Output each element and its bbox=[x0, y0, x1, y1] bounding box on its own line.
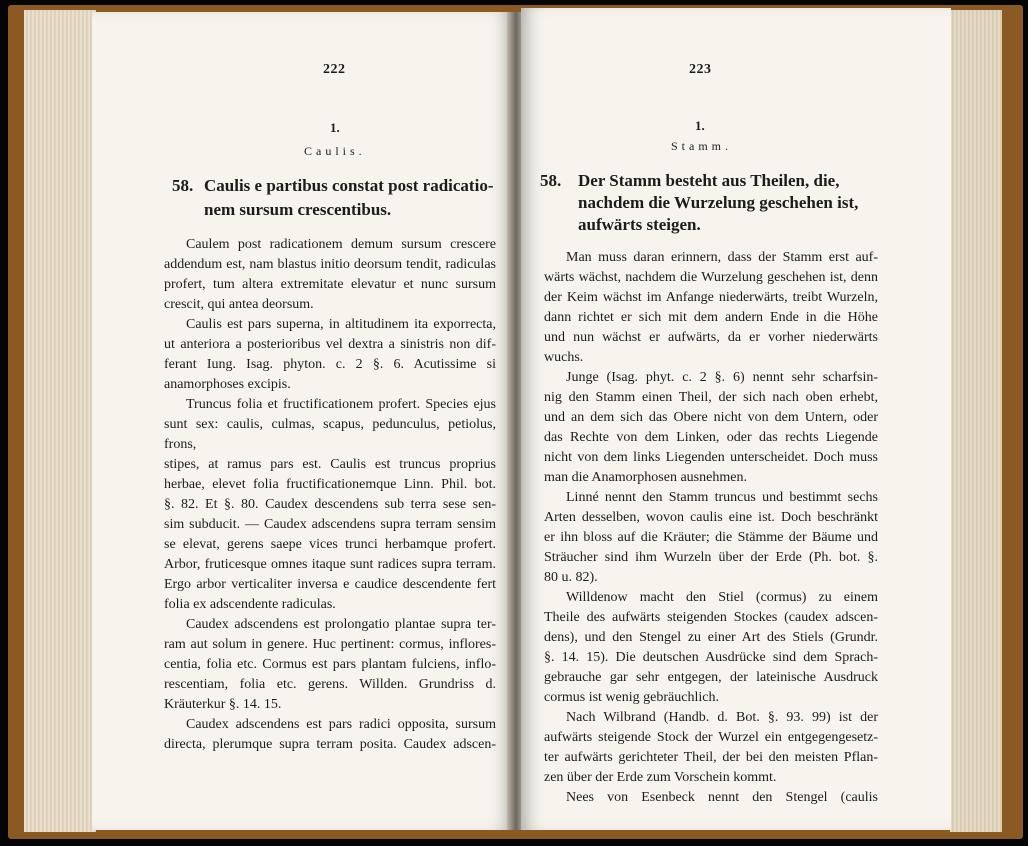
left-text-line: folia ex adscendente radiculas. bbox=[164, 597, 336, 612]
left-text-line: addendum est, nam blastus initio deorsum tendit, radiculas bbox=[164, 257, 496, 272]
right-text-line: gebrauche gar sehr entgegen, der lateinische Ausdruck bbox=[544, 670, 878, 685]
right-text-line: dens), und den Stengel zu einer Art des Stiels (Grundr. bbox=[544, 630, 878, 645]
left-heading-line-1: Caulis e partibus constat post radicatio- bbox=[204, 176, 494, 195]
right-text-line: Linné nennt den Stamm truncus und bestimmt sechs bbox=[566, 490, 878, 505]
left-section-number: 1. bbox=[330, 120, 340, 135]
left-page-number: 222 bbox=[323, 62, 346, 77]
left-text-line: rescentiam, folia etc. gerens. Willden. Grundriss d. bbox=[164, 677, 496, 692]
left-text-line: stipes, at ramus pars est. Caulis est truncus proprius bbox=[164, 457, 496, 472]
left-text-line: se elevat, gerens saepe vices trunci herbamque profert. bbox=[164, 537, 496, 552]
left-text-line: directa, plerumque supra terram posita. Caudex adscen- bbox=[164, 737, 496, 752]
left-text-line: Truncus folia et fructificationem profert. Species ejus bbox=[186, 397, 496, 412]
right-text-line: Man muss daran erinnern, dass der Stamm erst auf- bbox=[566, 250, 878, 265]
right-text-line: wärts wächst, nachdem die Wurzelung geschehen ist, denn bbox=[544, 270, 878, 285]
right-text-line: Sträucher sind ihm Wurzeln über der Erde (Ph. bot. §. bbox=[544, 550, 878, 565]
right-text-line: cormus ist wenig gebräuchlich. bbox=[544, 690, 719, 705]
right-text-line: wuchs. bbox=[544, 350, 584, 365]
right-text-line: Junge (Isag. phyt. c. 2 §. 6) nennt sehr scharfsin- bbox=[566, 370, 878, 385]
right-text-line: ter aufwärts gerichteter Theil, der bei den meisten Pflan- bbox=[544, 750, 878, 765]
right-text-line: und an dem sich das Obere nicht von dem Untern, oder bbox=[544, 410, 878, 425]
left-text-line: Caudex adscendens est pars radici opposita, sursum bbox=[186, 717, 496, 732]
left-page bbox=[92, 12, 512, 830]
left-text-line: Caudex adscendens est prolongatio plantae supra ter- bbox=[186, 617, 496, 632]
right-text-line: dann richtet er sich mit dem andern Ende in die Höhe bbox=[544, 310, 878, 325]
left-text-line: anamorphoses excipis. bbox=[164, 377, 291, 392]
left-body-text bbox=[164, 235, 496, 755]
right-section-title: Stamm. bbox=[671, 139, 733, 153]
right-page-number: 223 bbox=[689, 62, 712, 77]
left-text-line: Caulem post radicationem demum sursum crescere bbox=[186, 237, 496, 252]
left-text-line: sunt sex: caulis, culmas, scapus, pedunculus, petiolus, frons, bbox=[164, 417, 496, 452]
right-text-line: aufwärts steigende Stock der Wurzel ein entgegengesetz- bbox=[544, 730, 878, 745]
left-text-line: profert, tum altera extremitate elevatur et nunc sursum bbox=[164, 277, 496, 292]
left-text-line: crescit, qui antea deorsum. bbox=[164, 297, 314, 312]
right-text-line: nicht von dem links Liegenden unterscheidet. Doch muss bbox=[544, 450, 878, 465]
left-text-line: ut anteriora a posterioribus vel dextra a sinistris non dif- bbox=[164, 337, 496, 352]
right-text-line: Theile des aufwärts steigenden Stockes (caudex adscen- bbox=[544, 610, 878, 625]
left-text-line: §. 82. Et §. 80. Caudex descendens sub terra sese sen- bbox=[164, 497, 496, 512]
right-text-line: und nun wächst er aufwärts, da er vorher niederwärts bbox=[544, 330, 878, 345]
right-text-line: das Rechte von dem Linken, oder das rechts Liegende bbox=[544, 430, 878, 445]
right-text-line: Willdenow macht den Stiel (cormus) zu einem bbox=[566, 590, 878, 605]
left-text-line: sim subducit. — Caudex adscendens supra terram sensim bbox=[164, 517, 496, 532]
left-text-line: ferant Iung. Isag. phyton. c. 2 §. 6. Acutissime si bbox=[164, 357, 496, 372]
left-text-line: centia, folia etc. Cormus est pars plantam fulciens, inflo- bbox=[164, 657, 496, 672]
page-edges-right bbox=[950, 10, 1002, 832]
left-section-title: Caulis. bbox=[304, 144, 366, 158]
right-text-line: man die Anamorphosen ausnehmen. bbox=[544, 470, 747, 485]
right-text-line: Nees von Esenbeck nennt den Stengel (caulis bbox=[566, 790, 878, 805]
left-heading-line-2: nem sursum crescentibus. bbox=[204, 200, 392, 219]
right-heading-line-1: Der Stamm besteht aus Theilen, die, bbox=[578, 171, 840, 190]
left-text-line: herbae, elevet folia fructificationemque Linn. Phil. bot. bbox=[164, 477, 496, 492]
right-text-line: nig den Stamm einen Theil, der sich nach oben erhebt, bbox=[544, 390, 878, 405]
right-section-number: 1. bbox=[695, 118, 705, 133]
page-edges-left bbox=[24, 10, 96, 832]
left-heading-number: 58. bbox=[172, 176, 194, 195]
right-text-line: er ihn bloss auf die Kräuter; die Stämme der Bäume und bbox=[544, 530, 878, 545]
right-text-line: der Keim wächst im Anfange niederwärts, treibt Wurzeln, bbox=[544, 290, 878, 305]
right-body-text bbox=[544, 248, 878, 808]
left-text-line: Arbor, fruticesque omnes itaque sunt radices supra terram. bbox=[164, 557, 496, 572]
left-text-line: Ergo arbor verticaliter inversa e caudice descendente fert bbox=[164, 577, 496, 592]
right-heading-line-2: nachdem die Wurzelung geschehen ist, bbox=[578, 193, 859, 212]
left-heading bbox=[172, 175, 502, 225]
right-heading-line-3: aufwärts steigen. bbox=[578, 215, 701, 234]
right-text-line: Nach Wilbrand (Handb. d. Bot. §. 93. 99) ist der bbox=[566, 710, 878, 725]
left-text-line: Caulis est pars superna, in altitudinem ita exporrecta, bbox=[186, 317, 496, 332]
right-heading-number: 58. bbox=[540, 171, 562, 190]
left-text-line: Kräuterkur §. 14. 15. bbox=[164, 697, 282, 712]
left-text-line: ram aut solum in genere. Huc pertinent: cormus, inflores- bbox=[164, 637, 496, 652]
right-text-line: zen über der Erde zum Vorschein kommt. bbox=[544, 770, 777, 785]
right-page bbox=[521, 8, 951, 830]
right-text-line: Arten desselben, wovon caulis eine ist. Doch beschränkt bbox=[544, 510, 878, 525]
right-text-line: 80 u. 82). bbox=[544, 570, 598, 585]
right-text-line: §. 14. 15). Die deutschen Ausdrücke sind dem Sprach- bbox=[544, 650, 878, 665]
right-heading bbox=[540, 170, 900, 242]
